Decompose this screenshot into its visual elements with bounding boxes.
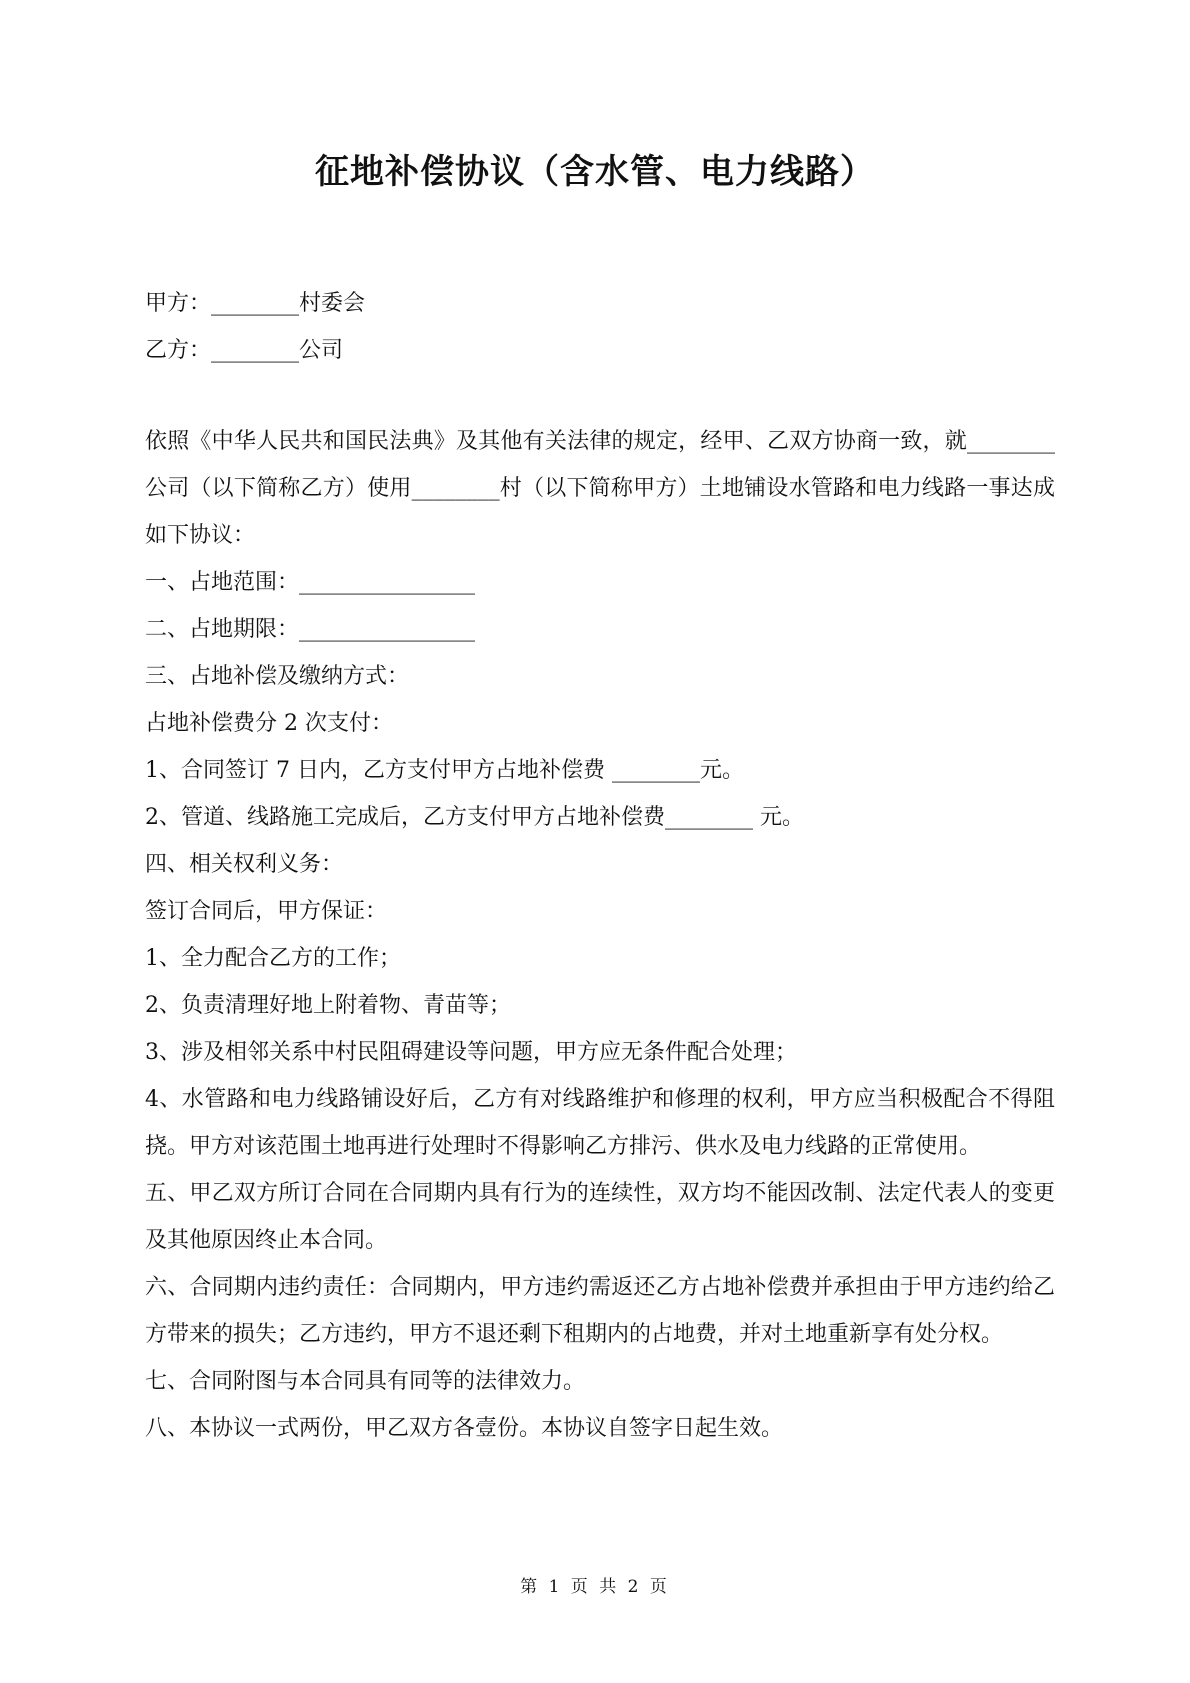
party-a-guarantee-intro: 签订合同后，甲方保证： [145,899,388,924]
clause-compensation-heading: 三、占地补偿及缴纳方式： [145,664,410,689]
party-a-line: 甲方：________村委会 [145,291,366,316]
guarantee-item-4: 4、水管路和电力线路铺设好后，乙方有对线路维护和修理的权利，甲方应当积极配合不得阻挠。甲方对该范围土地再进行处理时不得影响乙方排污、供水及电力线路的正常使用。 [145,1087,1055,1159]
clause-land-scope: 一、占地范围：________________ [145,570,476,595]
party-b-line: 乙方：________公司 [145,338,344,363]
clause-rights-heading: 四、相关权利义务： [145,852,344,877]
clause-land-term: 二、占地期限：________________ [145,617,476,642]
clause-attachments: 七、合同附图与本合同具有同等的法律效力。 [145,1369,586,1394]
parties-block [145,280,1065,374]
compensation-item-1: 1、合同签订 7 日内，乙方支付甲方占地补偿费 ________元。 [145,758,744,783]
compensation-installments: 占地补偿费分 2 次支付： [145,711,393,736]
clause-continuity: 五、甲乙双方所订合同在合同期内具有行为的连续性，双方均不能因改制、法定代表人的变更及其他原因终止本合同。 [145,1181,1055,1253]
agreement-body [145,418,1055,1452]
compensation-item-2: 2、管道、线路施工完成后，乙方支付甲方占地补偿费________ 元。 [145,805,804,830]
guarantee-item-2: 2、负责清理好地上附着物、青苗等； [145,993,511,1018]
clause-breach: 六、合同期内违约责任：合同期内，甲方违约需返还乙方占地补偿费并承担由于甲方违约给乙方带来的损失；乙方违约，甲方不退还剩下租期内的占地费，并对土地重新享有处分权。 [145,1275,1055,1347]
guarantee-item-3: 3、涉及相邻关系中村民阻碍建设等问题，甲方应无条件配合处理； [145,1040,797,1065]
page-number-footer: 第 1 页 共 2 页 [520,1577,670,1597]
document-title: 征地补偿协议（含水管、电力线路） [315,152,875,192]
intro-paragraph: 依照《中华人民共和国民法典》及其他有关法律的规定，经甲、乙双方协商一致，就________公司（以下简称乙方）使用________村（以下简称甲方）土地铺设水管路和电力线路一事达成如下协议： [145,429,1055,548]
guarantee-item-1: 1、全力配合乙方的工作； [145,946,401,971]
clause-copies: 八、本协议一式两份，甲乙双方各壹份。本协议自签字日起生效。 [145,1416,784,1441]
